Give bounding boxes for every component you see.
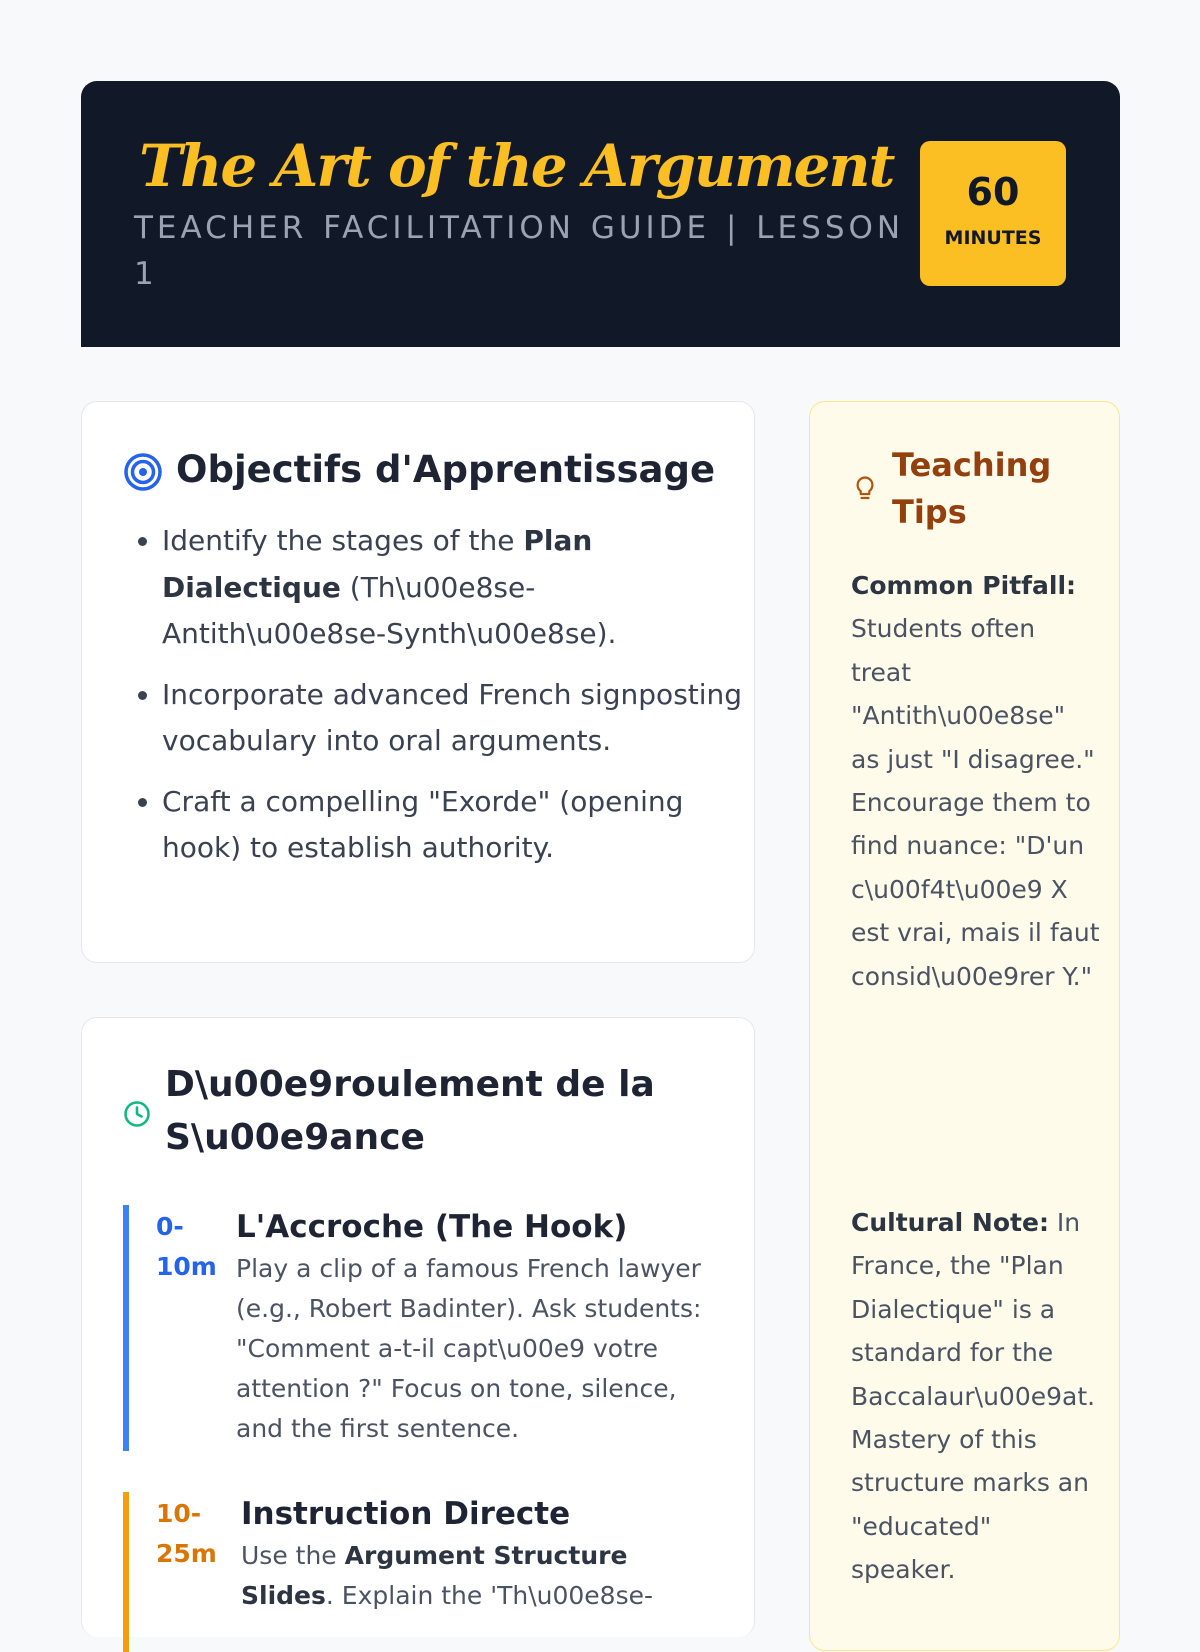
page-subtitle: TEACHER FACILITATION GUIDE | LESSON 1 bbox=[134, 210, 905, 292]
lesson-header bbox=[81, 81, 1120, 347]
step-heading: L'Accroche (The Hook) bbox=[236, 1209, 628, 1245]
step-text: . Explain the 'Th\u00e8se- bbox=[325, 1581, 654, 1610]
duration-unit: MINUTES bbox=[944, 227, 1042, 249]
list-item: • Incorporate advanced French signposting vocabulary into oral arguments. bbox=[162, 672, 752, 765]
clock-icon bbox=[123, 1100, 151, 1128]
objective-keyword: Plan Dialectique bbox=[162, 524, 593, 604]
tip-text: Students often treat "Antith\u00e8se" as just "I disagree." Encourage them to find nuance: "D'un c\u00f4t\u00e9 X est vrai, mais il faut consid\u00e9rer Y." bbox=[851, 614, 1100, 991]
objectives-card bbox=[81, 401, 755, 963]
tip-item bbox=[851, 564, 1101, 998]
step-body bbox=[241, 1536, 721, 1616]
objective-text: (Th\u00e8se-Antith\u00e8se-Synth\u00e8se). bbox=[162, 570, 617, 650]
list-item: • Craft a compelling "Exorde" (opening hook) to establish authority. bbox=[162, 779, 752, 872]
timeline-step bbox=[123, 1205, 723, 1451]
lightbulb-icon bbox=[854, 475, 876, 503]
tip-item bbox=[851, 1201, 1101, 1592]
page-title: The Art of the Argument bbox=[139, 132, 894, 200]
timeline-step bbox=[123, 1492, 723, 1652]
duration-badge bbox=[920, 141, 1066, 286]
tip-label: Cultural Note: bbox=[851, 1208, 1049, 1237]
tip-label: Common Pitfall: bbox=[851, 571, 1077, 600]
tips-title: Teaching Tips bbox=[892, 446, 1052, 531]
step-heading: Instruction Directe bbox=[241, 1496, 571, 1532]
duration-value: 60 bbox=[966, 170, 1020, 214]
teaching-tips-panel bbox=[809, 401, 1120, 1651]
tip-text: In France, the "Plan Dialectique" is a standard for the Baccalaur\u00e9at. Mastery of this structure marks an "educated" speaker. bbox=[851, 1208, 1096, 1585]
step-time: 0-10m bbox=[156, 1212, 217, 1281]
objectives-title: Objectifs d'Apprentissage bbox=[176, 448, 716, 491]
sequence-title: D\u00e9roulement de la S\u00e9ance bbox=[165, 1064, 655, 1158]
objectives-list bbox=[128, 518, 752, 886]
list-item bbox=[162, 518, 752, 658]
step-text: Use the bbox=[241, 1541, 345, 1570]
step-body: Play a clip of a famous French lawyer (e.g., Robert Badinter). Ask students: "Comment a-t-il capt\u00e9 votre attention ?" Focus on tone, silence, and the first sentence. bbox=[236, 1254, 702, 1443]
sequence-card bbox=[81, 1017, 755, 1637]
step-time: 10-25m bbox=[156, 1499, 217, 1568]
step-keyword: Argument Structure Slides bbox=[241, 1541, 628, 1610]
target-icon bbox=[123, 452, 163, 492]
objective-text: Identify the stages of the bbox=[162, 524, 524, 557]
